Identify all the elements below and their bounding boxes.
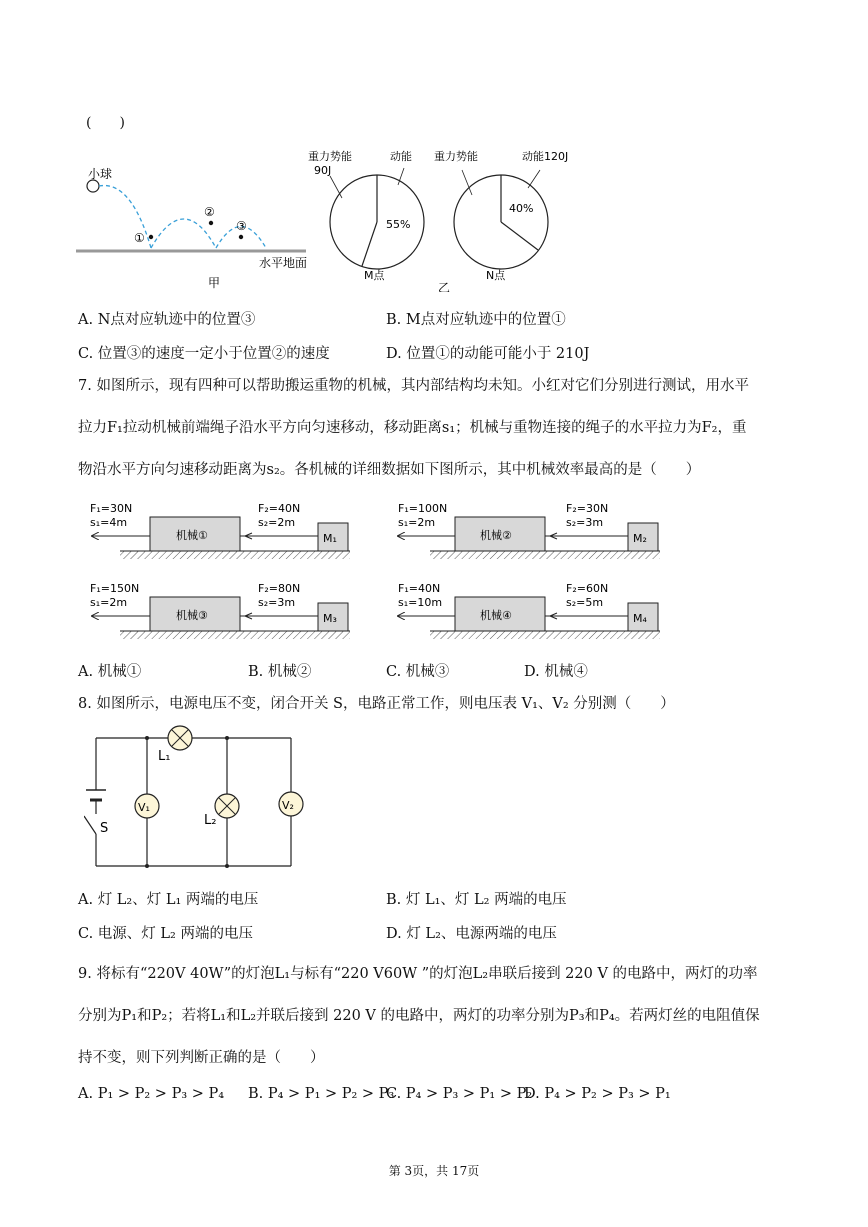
machine-3-name: 机械③ <box>176 609 208 622</box>
pos2-label: ② <box>204 205 215 219</box>
machine-3-s1: s₁=2m <box>90 596 128 609</box>
v1-label: V₁ <box>138 801 150 814</box>
lamp2-label: L₂ <box>204 813 217 828</box>
machine-1-f2: F₂=40N <box>258 502 301 515</box>
machine-1-s1: s₁=4m <box>90 516 128 529</box>
q6-option-d: D. 位置①的动能可能小于 210J <box>386 346 590 362</box>
q8-option-d: D. 灯 L₂、电源两端的电压 <box>386 926 557 942</box>
machine-4-name: 机械④ <box>480 609 512 622</box>
q6-option-a: A. N点对应轨迹中的位置③ <box>78 312 256 328</box>
circuit-figure <box>84 724 314 874</box>
q7-stem-line3: 物沿水平方向匀速移动距离为s₂。各机械的详细数据如下图所示，其中机械效率最高的是（ ） <box>78 462 701 478</box>
switch-label: S <box>100 821 109 836</box>
machine-3 <box>90 582 350 639</box>
machine-3-weight: M₃ <box>323 612 337 625</box>
q9-option-a: A. P₁ > P₂ > P₃ > P₄ <box>78 1086 225 1102</box>
trajectory-2 <box>151 219 216 248</box>
q8-option-c: C. 电源、灯 L₂ 两端的电压 <box>78 926 253 942</box>
figure-jia <box>76 160 336 290</box>
machine-2-s2: s₂=3m <box>566 516 604 529</box>
q8-option-b: B. 灯 L₁、灯 L₂ 两端的电压 <box>386 892 567 908</box>
machine-4-f1: F₁=40N <box>398 582 441 595</box>
machine-2-s1: s₁=2m <box>398 516 436 529</box>
machine-1-f1: F₁=30N <box>90 502 133 515</box>
pos1-label: ① <box>134 231 145 245</box>
machine-3-f1: F₁=150N <box>90 582 140 595</box>
q9-stem-line1: 9. 将标有“220V 40W”的灯泡L₁与标有“220 V60W ”的灯泡L₂串联后接到 220 V 的电路中，两灯的功率 <box>78 966 758 982</box>
m-kinetic-label: 动能 <box>390 150 412 163</box>
q9-option-b: B. P₄ > P₁ > P₂ > P₃ <box>248 1086 395 1102</box>
q9-stem-line3: 持不变，则下列判断正确的是（ ） <box>78 1050 325 1066</box>
machine-4-s2: s₂=5m <box>566 596 604 609</box>
caption-jia: 甲 <box>208 276 221 290</box>
q9-option-d: D. P₄ > P₂ > P₃ > P₁ <box>524 1086 671 1102</box>
q6-option-b: B. M点对应轨迹中的位置① <box>386 312 566 328</box>
point-1 <box>149 235 153 239</box>
machine-4 <box>398 582 660 639</box>
machine-2-f1: F₁=100N <box>398 502 448 515</box>
machine-3-f2: F₂=80N <box>258 582 301 595</box>
ground-label: 水平地面 <box>259 256 308 270</box>
n-gravity-label: 重力势能 <box>434 150 478 163</box>
point-3 <box>239 235 243 239</box>
machine-4-s1: s₁=10m <box>398 596 443 609</box>
q7-stem-line2: 拉力F₁拉动机械前端绳子沿水平方向匀速移动，移动距离s₁；机械与重物连接的绳子的水平拉力为F₂，重 <box>78 420 747 436</box>
ball-icon <box>87 180 99 192</box>
q8-stem: 8. 如图所示，电源电压不变，闭合开关 S，电路正常工作，则电压表 V₁、V₂ 分别测（ ） <box>78 696 675 712</box>
pos3-label: ③ <box>236 219 247 233</box>
lamp1-icon <box>168 726 192 750</box>
q6-option-c: C. 位置③的速度一定小于位置②的速度 <box>78 346 330 362</box>
n-point-label: N点 <box>486 269 506 282</box>
m-point-label: M点 <box>364 269 385 282</box>
caption-yi: 乙 <box>438 281 451 292</box>
q7-option-d: D. 机械④ <box>524 664 588 680</box>
q9-stem-line2: 分别为P₁和P₂；若将L₁和L₂并联后接到 220 V 的电路中，两灯的功率分别为P₃和P₄。若两灯丝的电阻值保 <box>78 1008 760 1024</box>
machine-2 <box>398 502 660 559</box>
machine-4-f2: F₂=60N <box>566 582 609 595</box>
machine-1-s2: s₂=2m <box>258 516 296 529</box>
page-footer: 第 3页，共 17页 <box>388 1164 480 1178</box>
machine-1-name: 机械① <box>176 529 208 542</box>
lamp1-label: L₁ <box>158 749 171 764</box>
machines-figure <box>80 496 680 646</box>
figure-yi <box>300 140 600 292</box>
q9-option-c: C. P₄ > P₃ > P₁ > P₂ <box>386 1086 533 1102</box>
answer-bracket: ( ) <box>86 115 125 131</box>
m-percent: 55% <box>386 218 411 231</box>
m-gravity-label: 重力势能 <box>308 150 352 163</box>
q8-option-a: A. 灯 L₂、灯 L₁ 两端的电压 <box>78 892 259 908</box>
machine-1 <box>90 502 350 559</box>
n-kinetic-label: 动能120J <box>522 150 569 163</box>
n-percent: 40% <box>509 202 534 215</box>
machine-3-s2: s₂=3m <box>258 596 296 609</box>
switch-icon <box>84 816 96 834</box>
machine-1-weight: M₁ <box>323 532 337 545</box>
m-gravity-value: 90J <box>314 164 332 177</box>
q7-option-a: A. 机械① <box>78 664 142 680</box>
machine-2-weight: M₂ <box>633 532 647 545</box>
q7-option-b: B. 机械② <box>248 664 312 680</box>
machine-2-f2: F₂=30N <box>566 502 609 515</box>
ball-label: 小球 <box>88 167 113 181</box>
lamp2-icon <box>215 794 239 818</box>
machine-2-name: 机械② <box>480 529 512 542</box>
point-2 <box>209 221 213 225</box>
v2-label: V₂ <box>282 799 294 812</box>
machine-4-weight: M₄ <box>633 612 647 625</box>
q7-stem-line1: 7. 如图所示，现有四种可以帮助搬运重物的机械，其内部结构均未知。小红对它们分别进行测试，用水平 <box>78 378 749 394</box>
q7-option-c: C. 机械③ <box>386 664 450 680</box>
